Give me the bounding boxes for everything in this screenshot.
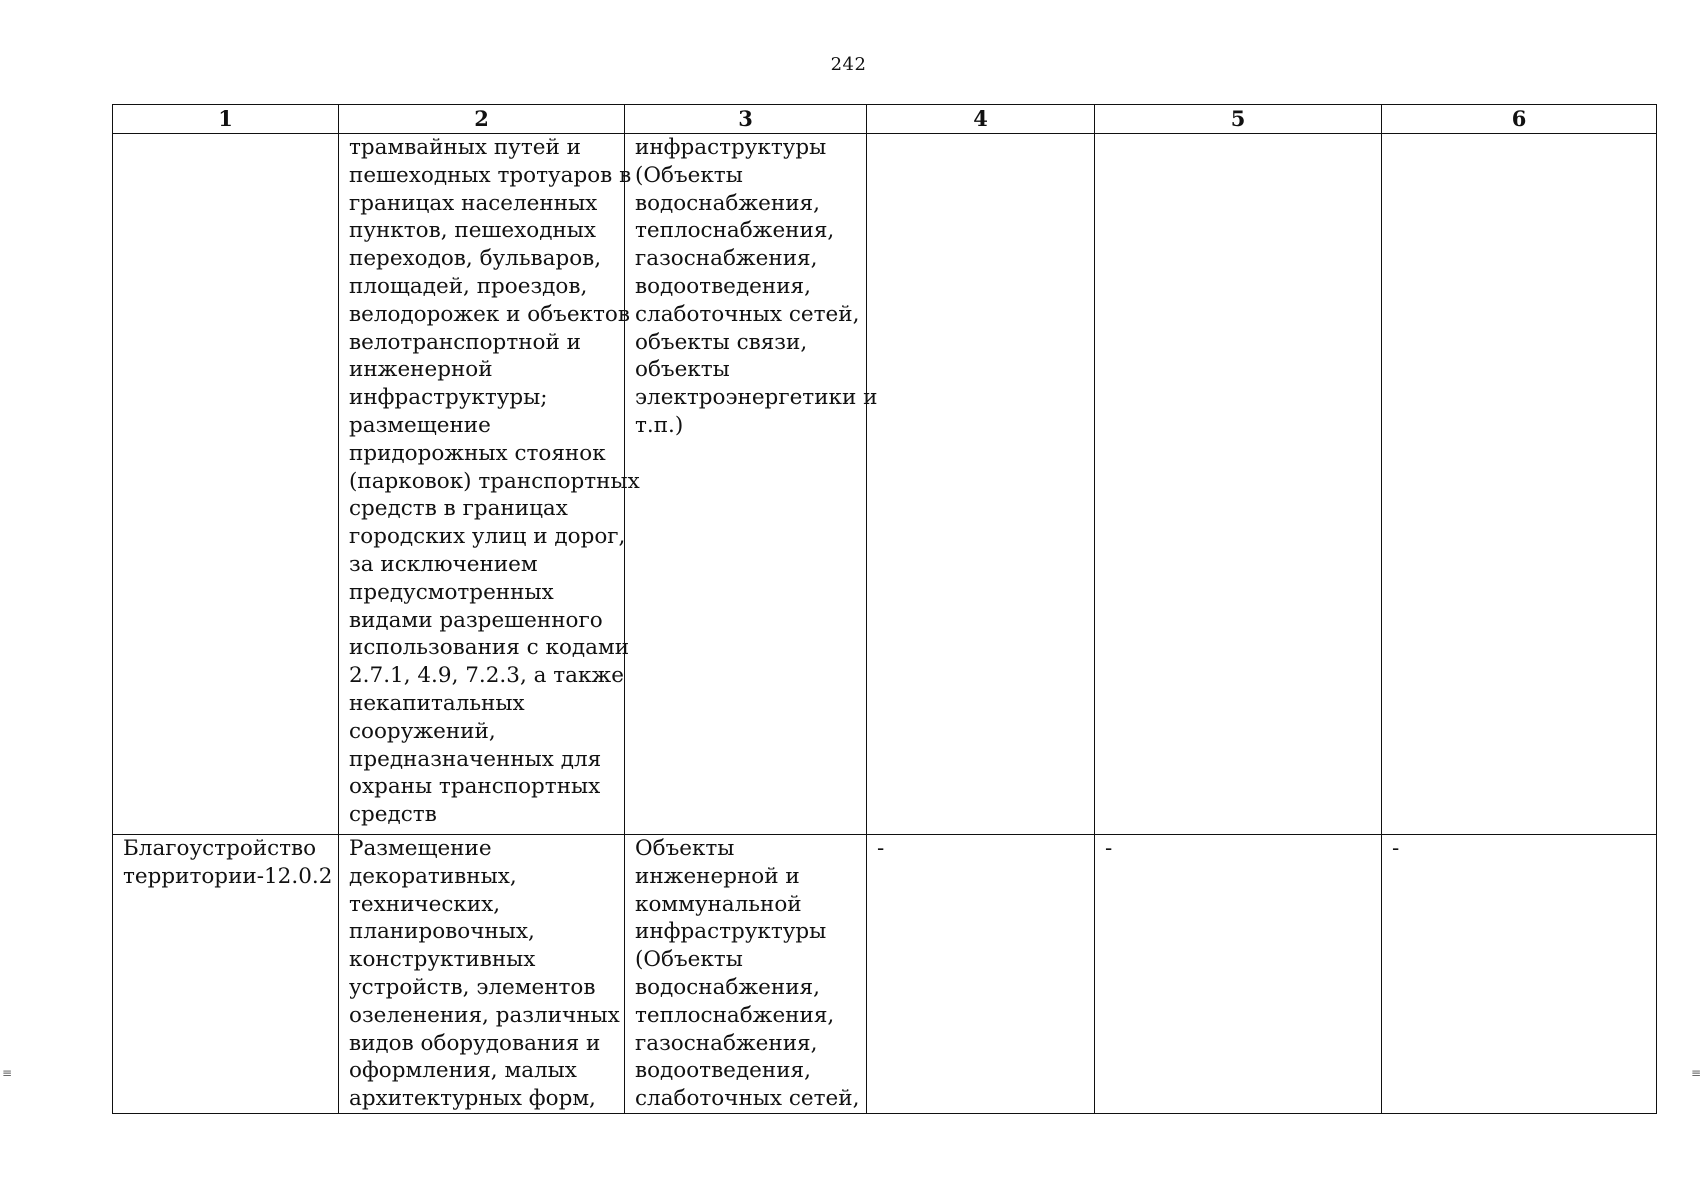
header-row [113,105,1657,134]
cell-col-3 [625,134,878,835]
cell-text-line: планировочных, [349,919,535,945]
regulations-table [112,104,1657,1114]
header-col-5: 5 [1095,105,1382,134]
cell-text-line: электроэнергетики и [635,385,878,411]
cell-text-line: придорожных стоянок [349,440,606,466]
cell-col-6 [1382,134,1657,835]
cell-text-line: средств [349,802,437,828]
cell-text-line: Объекты [635,836,735,861]
cell-col-1 [113,835,339,1114]
cell-text-line: инфраструктуры; [349,385,548,411]
cell-text-line: средств в границах [349,496,568,522]
cell-col-4 [867,134,1095,835]
cell-text-line: газоснабжения, [635,246,818,272]
table-row [113,835,1657,1114]
cell-text-line: озеленения, различных [349,1002,620,1028]
cell-text-line: инфраструктуры [635,919,827,945]
cell-text-line: Благоустройство [123,836,317,861]
cell-text-line: видов оборудования и [349,1030,601,1056]
cell-text-line: территории-12.0.2 [123,863,333,889]
cell-text-line: велотранспортной и [349,329,581,355]
table-row [113,134,1657,835]
cell-text-line: (Объекты [635,947,743,973]
header-col-3: 3 [625,105,867,134]
cell-text-line: инженерной [349,357,493,383]
cell-text-line: декоративных, [349,863,517,889]
cell-text-line: сооружений, [349,718,496,744]
cell-text-line: слаботочных сетей, [635,301,860,327]
cell-col-3 [625,835,867,1114]
cell-text-line: (Объекты [635,162,743,188]
cell-text-line: теплоснабжения, [635,218,835,244]
cell-text-line: использования с кодами [349,635,630,661]
cell-text-line: переходов, бульваров, [349,246,602,272]
cell-text-line: видами разрешенного [349,607,603,633]
cell-text-line: инженерной и [635,863,800,889]
cell-col-6: - [1382,835,1657,1114]
cell-text-line: границах населенных [349,190,598,216]
cell-text-line: объекты [635,357,730,383]
cell-text-line: водоснабжения, [635,190,820,216]
page-number: 242 [830,54,867,75]
cell-text-line: водоснабжения, [635,974,820,1000]
cell-text-line: размещение [349,412,491,438]
cell-text-line: объекты связи, [635,329,808,355]
cell-text-line: т.п.) [635,412,684,438]
cell-text-line: предусмотренных [349,579,554,605]
cell-col-5: - [1095,835,1382,1114]
cell-text-line: велодорожек и объектов [349,301,630,327]
cell-text-line: пешеходных тротуаров в [349,162,632,188]
header-col-2: 2 [339,105,625,134]
cell-text-line: трамвайных путей и [349,135,581,160]
cell-text-line: газоснабжения, [635,1030,818,1056]
binding-mark-left: ≡ [2,1066,13,1080]
header-col-6: 6 [1382,105,1657,134]
cell-col-5 [1095,134,1382,835]
cell-text-line: площадей, проездов, [349,273,588,299]
cell-text-line: конструктивных [349,947,536,973]
cell-text-line: коммунальной [635,891,802,917]
cell-text-line: слаботочных сетей, [635,1086,860,1112]
header-col-4: 4 [867,105,1095,134]
cell-text-line: оформления, малых [349,1058,577,1084]
cell-text-line: теплоснабжения, [635,1002,835,1028]
cell-text-line: городских улиц и дорог, [349,524,626,550]
cell-text-line: за исключением [349,551,538,577]
cell-col-2 [339,134,640,835]
cell-text-line: некапитальных [349,690,525,716]
cell-col-4: - [867,835,1095,1114]
cell-text-line: 2.7.1, 4.9, 7.2.3, а также [349,663,624,689]
cell-text-line: предназначенных для [349,746,602,772]
cell-text-line: устройств, элементов [349,974,596,1000]
header-col-1: 1 [113,105,339,134]
cell-text-line: охраны транспортных [349,774,601,800]
cell-text-line: пунктов, пешеходных [349,218,596,244]
binding-mark-right: ≡ [1691,1066,1701,1080]
cell-text-line: (парковок) транспортных [349,468,640,494]
cell-text-line: архитектурных форм, [349,1086,596,1112]
cell-text-line: Размещение [349,836,492,861]
cell-text-line: технических, [349,891,501,917]
cell-text-line: инфраструктуры [635,135,827,160]
cell-text-line: водоотведения, [635,1058,811,1084]
cell-text-line: водоотведения, [635,273,811,299]
cell-col-2 [339,835,625,1114]
cell-col-1 [113,134,339,835]
